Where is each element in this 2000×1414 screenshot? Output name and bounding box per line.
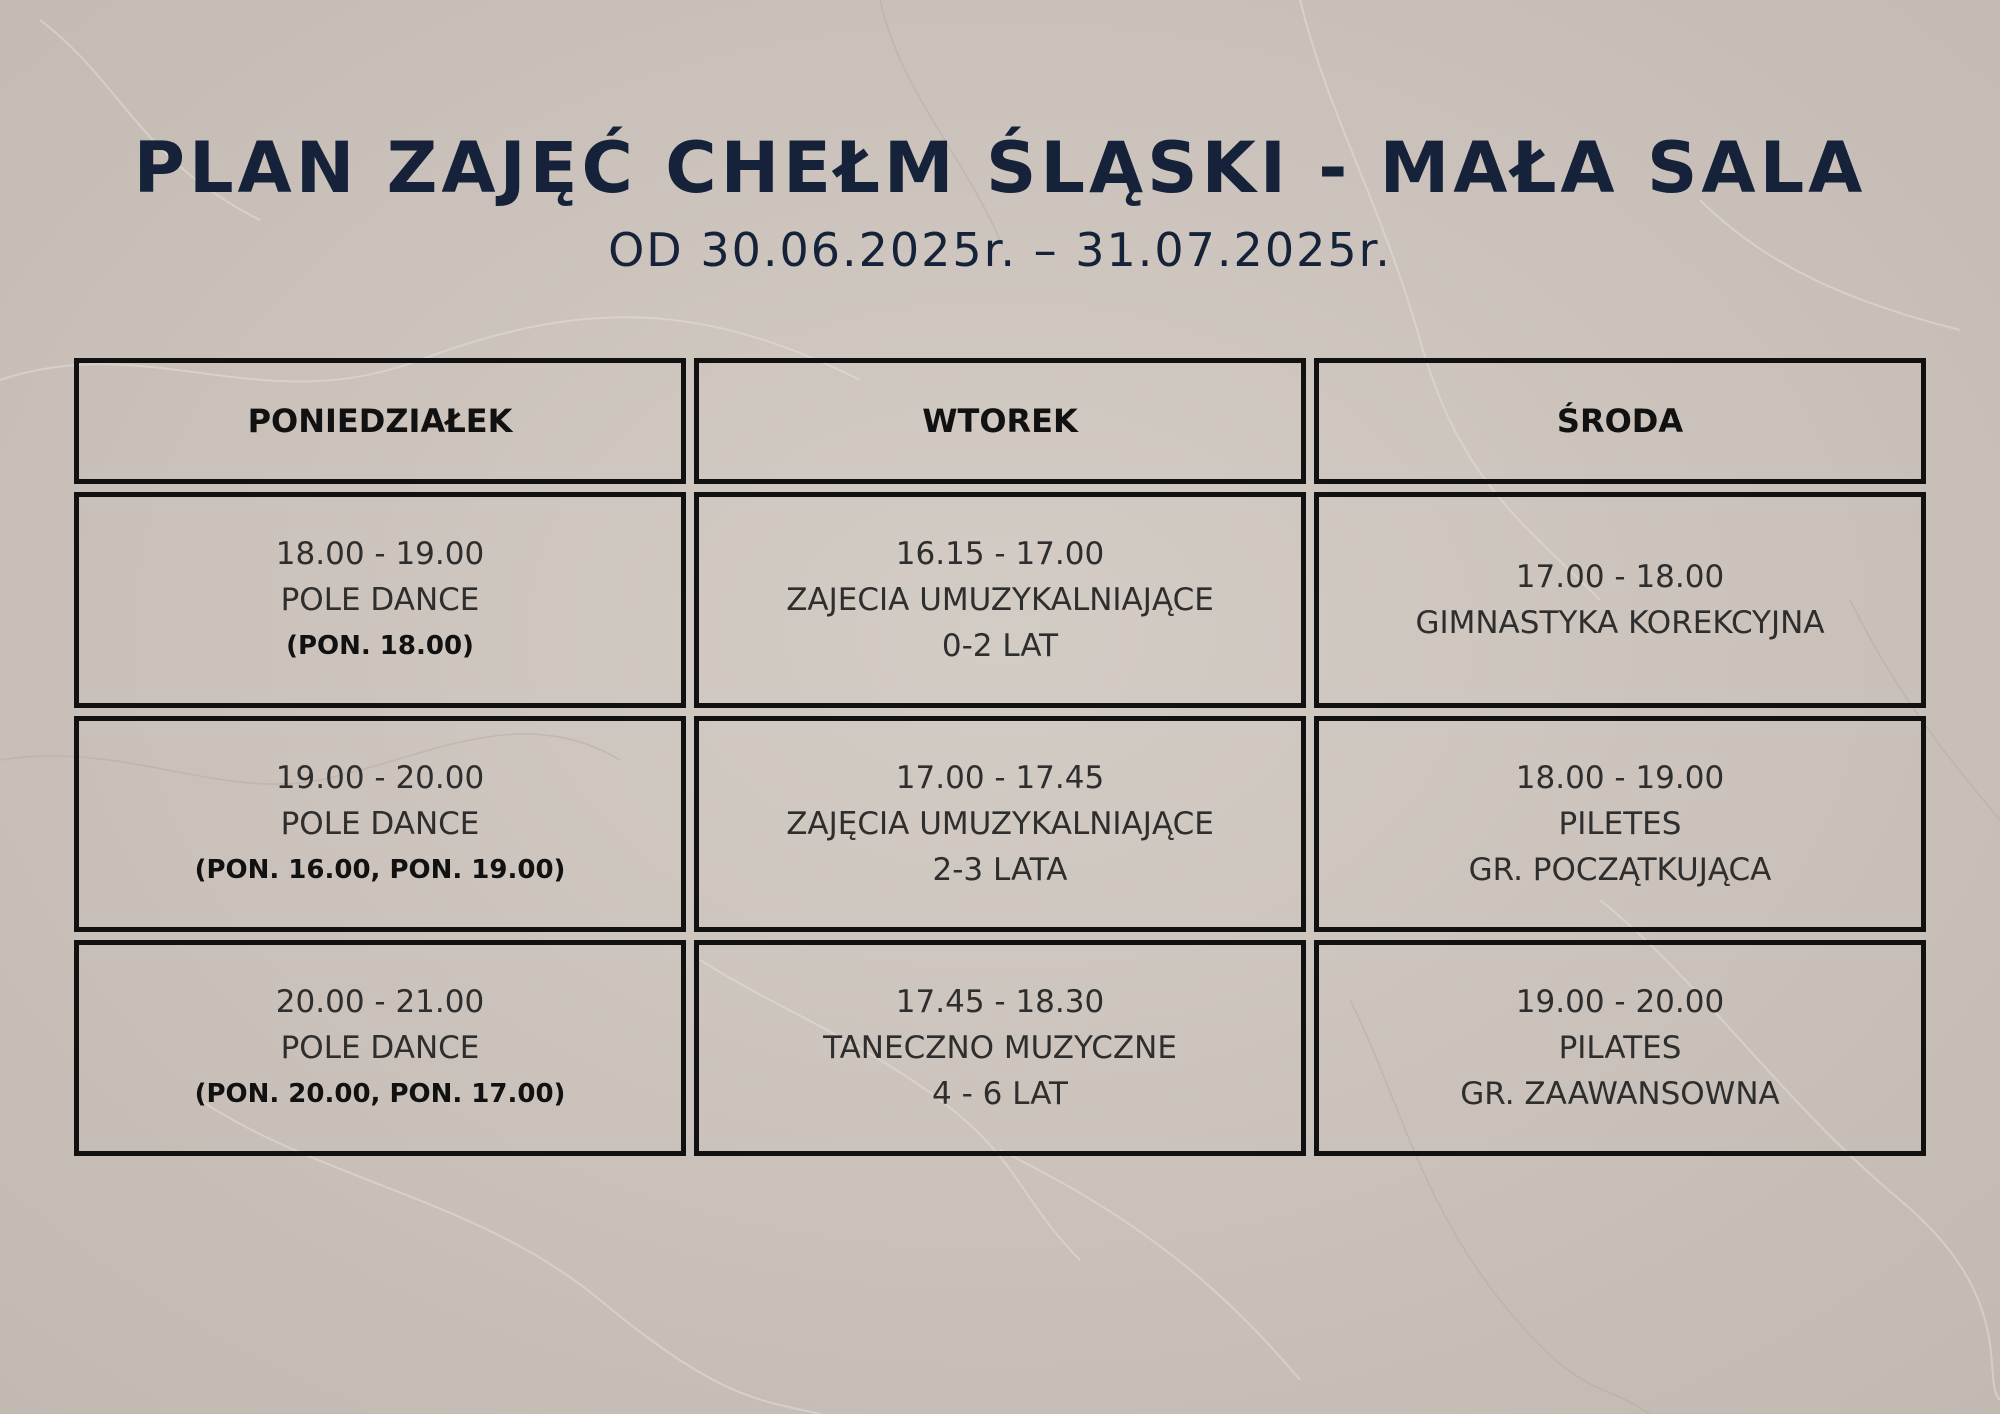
class-cell-wednesday-3 bbox=[1314, 940, 1926, 1156]
page-title: PLAN ZAJĘĆ CHEŁM ŚLĄSKI - MAŁA SALA bbox=[133, 127, 1867, 209]
class-name: TANECZNO MUZYCZNE bbox=[823, 1030, 1177, 1066]
day-header-wednesday bbox=[1314, 358, 1926, 484]
class-cell-monday-1 bbox=[74, 492, 686, 708]
class-time: 19.00 - 20.00 bbox=[275, 760, 485, 796]
class-note: (PON. 18.00) bbox=[286, 631, 474, 661]
class-name: POLE DANCE bbox=[280, 1030, 480, 1066]
class-detail: GR. ZAAWANSOWNA bbox=[1460, 1076, 1780, 1112]
class-name: PILATES bbox=[1558, 1030, 1682, 1066]
class-time: 18.00 - 19.00 bbox=[275, 536, 485, 572]
class-detail: 2-3 LATA bbox=[932, 852, 1068, 888]
day-header-tuesday bbox=[694, 358, 1306, 484]
header bbox=[0, 118, 2000, 280]
class-cell-tuesday-1 bbox=[694, 492, 1306, 708]
class-name: PILETES bbox=[1558, 806, 1682, 842]
day-header-label: ŚRODA bbox=[1556, 402, 1684, 440]
class-cell-monday-3 bbox=[74, 940, 686, 1156]
class-time: 17.00 - 18.00 bbox=[1515, 559, 1725, 595]
class-time: 20.00 - 21.00 bbox=[275, 984, 485, 1020]
class-note: (PON. 20.00, PON. 17.00) bbox=[194, 1079, 566, 1109]
class-cell-tuesday-2 bbox=[694, 716, 1306, 932]
class-cell-wednesday-2 bbox=[1314, 716, 1926, 932]
day-header-label: WTOREK bbox=[922, 402, 1078, 440]
class-detail: 4 - 6 LAT bbox=[932, 1076, 1068, 1112]
class-cell-monday-2 bbox=[74, 716, 686, 932]
class-time: 19.00 - 20.00 bbox=[1515, 984, 1725, 1020]
class-name: GIMNASTYKA KOREKCYJNA bbox=[1415, 605, 1825, 641]
class-detail: 0-2 LAT bbox=[941, 628, 1059, 664]
class-name: ZAJECIA UMUZYKALNIAJĄCE bbox=[786, 582, 1214, 618]
class-time: 18.00 - 19.00 bbox=[1515, 760, 1725, 796]
class-time: 17.45 - 18.30 bbox=[895, 984, 1105, 1020]
class-note: (PON. 16.00, PON. 19.00) bbox=[194, 855, 566, 885]
class-name: ZAJĘCIA UMUZYKALNIAJĄCE bbox=[786, 806, 1214, 842]
class-cell-wednesday-1 bbox=[1314, 492, 1926, 708]
date-range-subtitle: OD 30.06.2025r. – 31.07.2025r. bbox=[608, 223, 1392, 277]
class-detail: GR. POCZĄTKUJĄCA bbox=[1468, 852, 1772, 888]
day-header-monday bbox=[74, 358, 686, 484]
class-time: 17.00 - 17.45 bbox=[895, 760, 1105, 796]
day-header-label: PONIEDZIAŁEK bbox=[247, 402, 513, 440]
class-name: POLE DANCE bbox=[280, 806, 480, 842]
class-time: 16.15 - 17.00 bbox=[895, 536, 1105, 572]
class-cell-tuesday-3 bbox=[694, 940, 1306, 1156]
class-name: POLE DANCE bbox=[280, 582, 480, 618]
